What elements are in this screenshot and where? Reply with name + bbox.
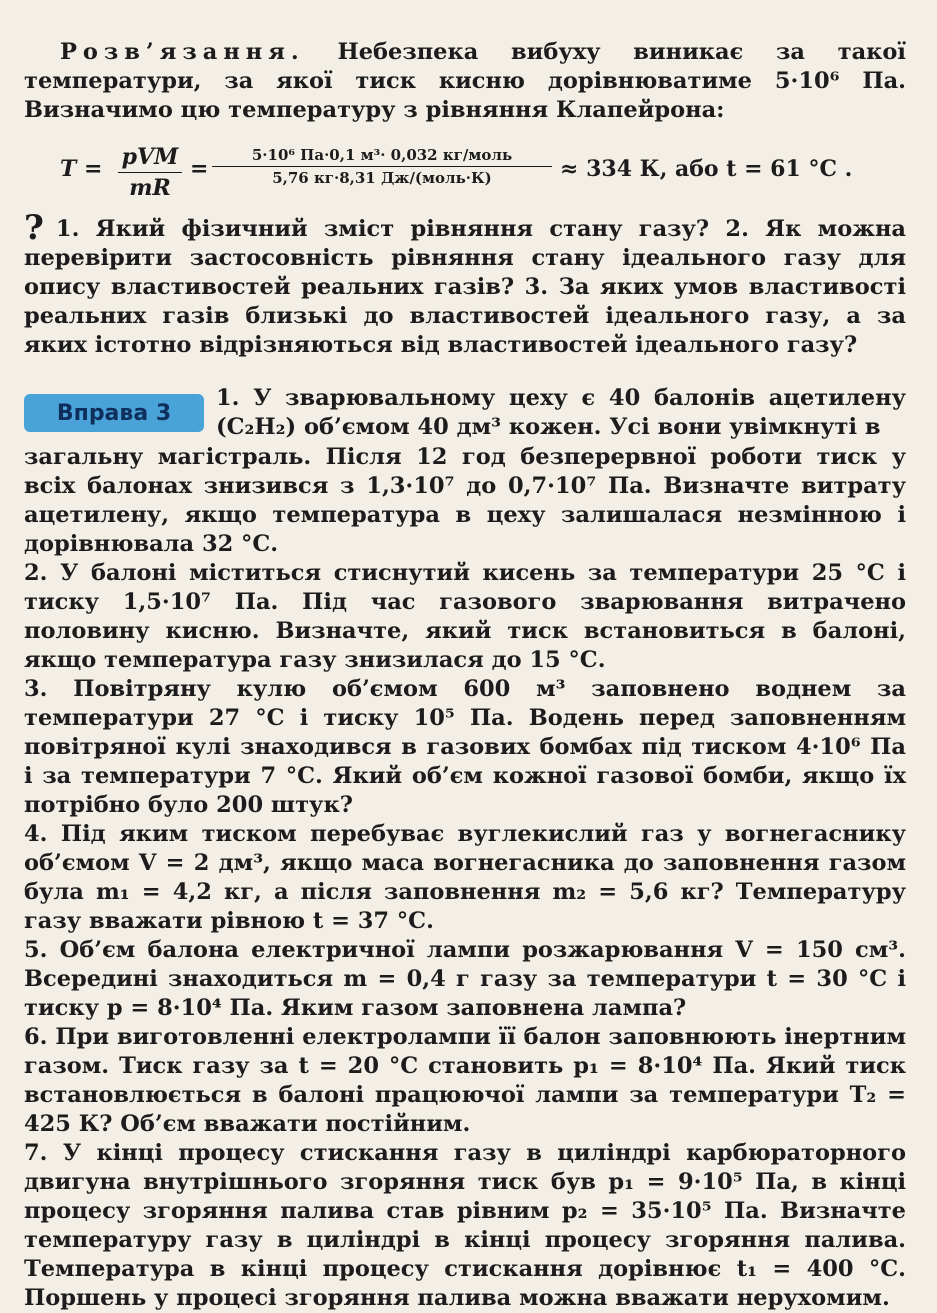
clapeyron-formula [60, 142, 900, 204]
solution-text: Небезпека вибуху виникає за такої температури, за якої тиск кисню дорівнюватиме 5·10⁶ Па. Визначимо цю температуру з рівняння Клапейрона: [24, 39, 906, 123]
formula-fraction-1 [118, 144, 182, 201]
questions-paragraph [24, 208, 906, 360]
exercise-item-5: 5. Об’єм балона електричної лампи розжарювання V = 150 см³. Всередині знаходиться m = 0,4 г газу за температури t = 30 °С і тиску p = 8·10⁴ Па. Яким газом заповнена лампа? [24, 937, 906, 1021]
solution-label: Розв’язання. [60, 39, 305, 65]
solution-paragraph [24, 38, 906, 125]
formula-lhs: T = [60, 156, 103, 182]
exercise-item-7: 7. У кінці процесу стискання газу в циліндрі карбюраторного двигуна внутрішнього згоряння тиск був p₁ = 9·10⁵ Па, в кінці процесу згоряння палива став рівним p₂ = 35·10⁵ Па. Визначте температуру газу в циліндрі в кінці процесу згоряння палива. Температура в кінці процесу стискання дорівнює t₁ = 400 °С. Поршень у процесі згоряння палива можна вважати нерухомим. [24, 1140, 906, 1311]
exercise-item-1-rest: загальну магістраль. Після 12 год безперервної роботи тиск у всіх балонах знизився з 1,3·10⁷ до 0,7·10⁷ Па. Визначте витрату ацетилену, якщо температура в цеху залишалася незмінною і дорівнювала 32 °С. [24, 444, 906, 557]
formula-frac2-denominator: 5,76 кг·8,31 Дж/(моль·К) [272, 169, 492, 187]
exercise-item-6: 6. При виготовленні електролампи її балон заповнюють інертним газом. Тиск газу за t = 20 °С становить p₁ = 8·10⁴ Па. Який тиск встановлюється в балоні працюючої лампи за температури T₂ = 425 К? Об’єм вважати постійним. [24, 1024, 906, 1137]
exercise-list [24, 443, 906, 1313]
formula-result: ≈ 334 К, або t = 61 °С . [560, 156, 853, 182]
exercise-item-3: 3. Повітряну кулю об’ємом 600 м³ заповнено воднем за температури 27 °С і тиску 10⁵ Па. Водень перед заповненням повітряної кулі знаходився в газових бомбах під тиском 4·10⁶ Па і за температури 7 °С. Який об’єм кожної газової бомби, якщо їх потрібно було 200 штук? [24, 676, 906, 818]
formula-equals: = [190, 156, 209, 182]
question-mark-icon: ? [24, 208, 44, 248]
exercise-badge: Вправа 3 [24, 394, 204, 432]
formula-frac1-numerator: pVM [118, 144, 182, 173]
formula-fraction-2 [212, 146, 552, 187]
exercise-item-1-start: 1. У зварювальному цеху є 40 балонів ацетилену (C₂H₂) об’ємом 40 дм³ кожен. Усі вони увімкнуті в [216, 385, 906, 440]
formula-frac1-denominator: mR [129, 175, 171, 201]
exercise-item-2: 2. У балоні міститься стиснутий кисень за температури 25 °С і тиску 1,5·10⁷ Па. Під час газового зварювання витрачено половину кисню. Визначте, який тиск встановиться в балоні, якщо температура газу знизилася до 15 °С. [24, 560, 906, 673]
formula-frac2-numerator: 5·10⁶ Па·0,1 м³· 0,032 кг/моль [212, 146, 552, 167]
exercise-item-4: 4. Під яким тиском перебуває вуглекислий газ у вогнегаснику об’ємом V = 2 дм³, якщо маса вогнегасника до заповнення газом була m₁ = 4,2 кг, а після заповнення m₂ = 5,6 кг? Температуру газу вважати рівною t = 37 °С. [24, 821, 906, 934]
questions-text: 1. Який фізичний зміст рівняння стану газу? 2. Як можна перевірити застосовність рівняння стану ідеального газу для опису властивостей реальних газів? 3. За яких умов властивості реальних газів близькі до властивостей ідеального газу, а за яких істотно відрізняються від властивостей ідеального газу? [24, 216, 906, 358]
